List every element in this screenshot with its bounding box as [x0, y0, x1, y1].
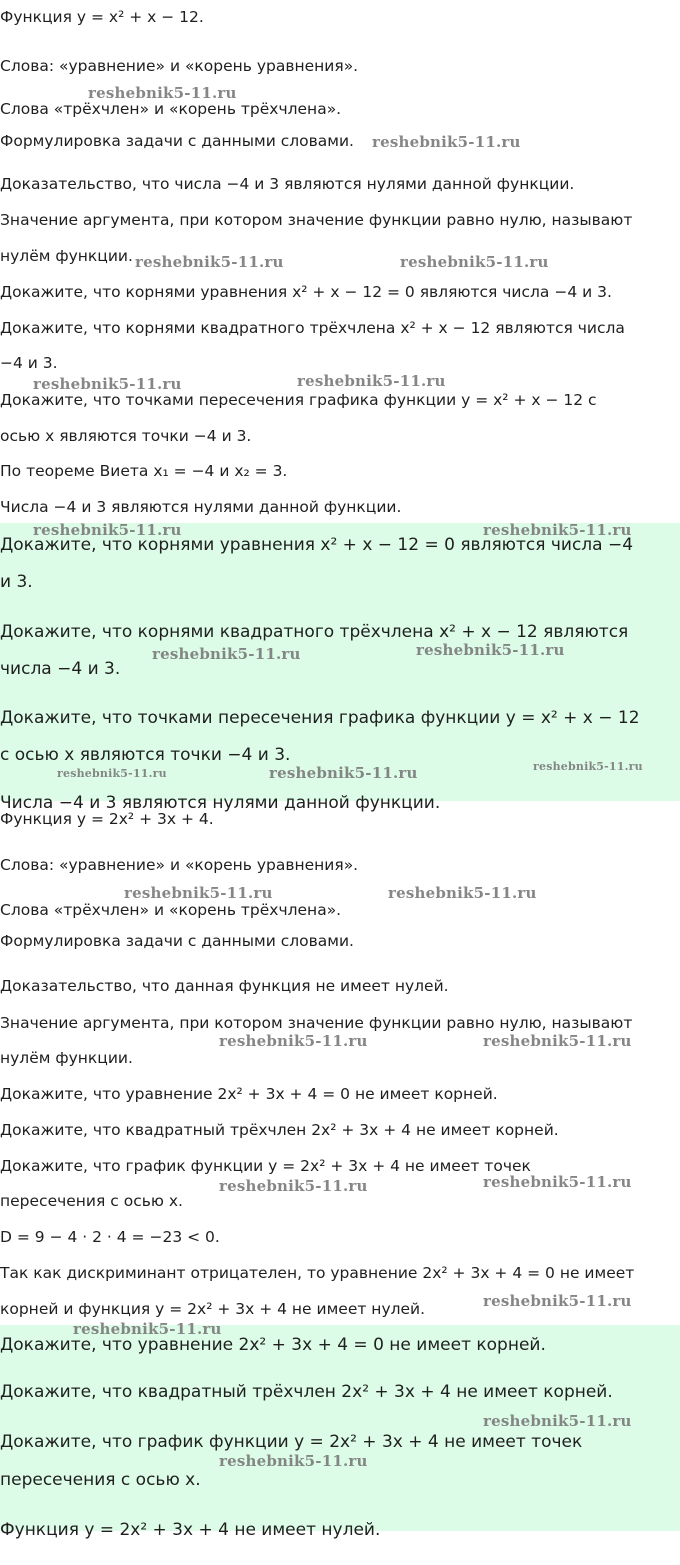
text-line: Функция y = 2x² + 3x + 4.: [0, 810, 214, 828]
answer-line: Числа −4 и 3 являются нулями данной функции.: [0, 793, 441, 813]
watermark: reshebnik5-11.ru: [33, 375, 182, 393]
watermark: reshebnik5-11.ru: [297, 372, 446, 390]
watermark: reshebnik5-11.ru: [483, 1173, 632, 1191]
text-line: Доказательство, что числа −4 и 3 являются нулями данной функции.: [0, 175, 575, 193]
text-line: корней и функция y = 2x² + 3x + 4 не имеет нулей.: [0, 1300, 426, 1318]
text-line: осью x являются точки −4 и 3.: [0, 427, 252, 445]
text-line: Докажите, что корнями квадратного трёхчлена x² + x − 12 являются числа: [0, 319, 625, 337]
watermark: reshebnik5-11.ru: [57, 767, 167, 780]
answer-line: Докажите, что корнями квадратного трёхчлена x² + x − 12 являются: [0, 622, 629, 642]
text-line: Слова: «уравнение» и «корень уравнения».: [0, 856, 359, 874]
watermark: reshebnik5-11.ru: [483, 1032, 632, 1050]
text-line: Числа −4 и 3 являются нулями данной функции.: [0, 498, 402, 516]
watermark: reshebnik5-11.ru: [219, 1032, 368, 1050]
text-line: Значение аргумента, при котором значение функции равно нулю, называют: [0, 211, 633, 229]
answer-line: Докажите, что корнями уравнения x² + x − 12 = 0 являются числа −4: [0, 535, 634, 555]
text-line: Слова «трёхчлен» и «корень трёхчлена».: [0, 100, 342, 118]
text-line: Слова «трёхчлен» и «корень трёхчлена».: [0, 901, 342, 919]
text-line: пересечения с осью x.: [0, 1192, 183, 1210]
text-line: Докажите, что уравнение 2x² + 3x + 4 = 0 не имеет корней.: [0, 1085, 498, 1103]
text-line: Докажите, что точками пересечения графика функции y = x² + x − 12 с: [0, 391, 597, 409]
answer-line: с осью x являются точки −4 и 3.: [0, 745, 291, 765]
text-line: Функция y = x² + x − 12.: [0, 8, 204, 26]
text-line: Формулировка задачи с данными словами.: [0, 132, 354, 150]
watermark: reshebnik5-11.ru: [400, 253, 549, 271]
watermark: reshebnik5-11.ru: [483, 1292, 632, 1310]
answer-line: числа −4 и 3.: [0, 659, 121, 679]
text-line: Так как дискриминант отрицателен, то уравнение 2x² + 3x + 4 = 0 не имеет: [0, 1264, 635, 1282]
answer-line: и 3.: [0, 572, 33, 592]
watermark: reshebnik5-11.ru: [33, 521, 182, 539]
watermark: reshebnik5-11.ru: [219, 1177, 368, 1195]
watermark: reshebnik5-11.ru: [88, 84, 237, 102]
watermark: reshebnik5-11.ru: [152, 645, 301, 663]
text-line: Доказательство, что данная функция не имеет нулей.: [0, 977, 449, 995]
watermark: reshebnik5-11.ru: [388, 884, 537, 902]
watermark: reshebnik5-11.ru: [219, 1452, 368, 1470]
answer-line: Докажите, что график функции y = 2x² + 3x + 4 не имеет точек: [0, 1432, 583, 1452]
watermark: reshebnik5-11.ru: [135, 253, 284, 271]
watermark: reshebnik5-11.ru: [483, 1412, 632, 1430]
text-line: D = 9 − 4 · 2 · 4 = −23 < 0.: [0, 1228, 220, 1246]
text-line: −4 и 3.: [0, 354, 58, 372]
watermark: reshebnik5-11.ru: [533, 760, 643, 773]
text-line: Докажите, что корнями уравнения x² + x − 12 = 0 являются числа −4 и 3.: [0, 283, 612, 301]
text-line: нулём функции.: [0, 247, 133, 265]
text-line: Значение аргумента, при котором значение функции равно нулю, называют: [0, 1014, 633, 1032]
text-line: Слова: «уравнение» и «корень уравнения».: [0, 57, 359, 75]
watermark: reshebnik5-11.ru: [73, 1320, 222, 1338]
watermark: reshebnik5-11.ru: [269, 764, 418, 782]
watermark: reshebnik5-11.ru: [483, 521, 632, 539]
text-line: нулём функции.: [0, 1049, 133, 1067]
text-line: По теореме Виета x₁ = −4 и x₂ = 3.: [0, 462, 288, 480]
watermark: reshebnik5-11.ru: [124, 884, 273, 902]
answer-line: Докажите, что квадратный трёхчлен 2x² + 3x + 4 не имеет корней.: [0, 1382, 613, 1402]
answer-line: Докажите, что точками пересечения графика функции y = x² + x − 12: [0, 708, 640, 728]
watermark: reshebnik5-11.ru: [416, 641, 565, 659]
answer-line: Докажите, что уравнение 2x² + 3x + 4 = 0 не имеет корней.: [0, 1335, 546, 1355]
text-line: Докажите, что график функции y = 2x² + 3x + 4 не имеет точек: [0, 1157, 531, 1175]
answer-line: пересечения с осью x.: [0, 1470, 201, 1490]
answer-line: Функция y = 2x² + 3x + 4 не имеет нулей.: [0, 1520, 381, 1540]
text-line: Формулировка задачи с данными словами.: [0, 932, 354, 950]
watermark: reshebnik5-11.ru: [372, 133, 521, 151]
text-line: Докажите, что квадратный трёхчлен 2x² + 3x + 4 не имеет корней.: [0, 1121, 559, 1139]
